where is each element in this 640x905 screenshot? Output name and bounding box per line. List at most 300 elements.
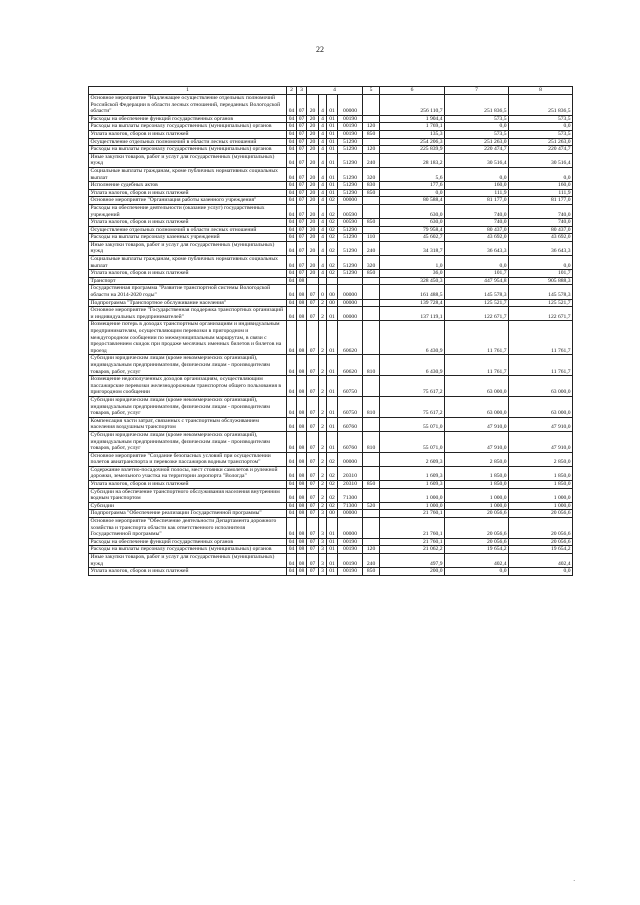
row-amount-3: 19 654,2 bbox=[509, 546, 573, 554]
row-code-subprogram: 2 bbox=[319, 307, 327, 321]
row-code-direction: 00190 bbox=[338, 130, 363, 138]
row-code-section: 04 bbox=[287, 234, 297, 242]
table-row bbox=[89, 138, 573, 146]
row-name: Исполнение судебных актов bbox=[89, 182, 287, 190]
row-name: Иные закупки товаров, работ и услуг для государственных (муниципальных) нужд bbox=[89, 554, 287, 568]
table-row bbox=[89, 452, 573, 466]
table-row bbox=[89, 488, 573, 502]
row-code-subprogram: 4 bbox=[319, 204, 327, 218]
row-code-measure: 02 bbox=[327, 241, 338, 255]
row-amount-1: 6 430,9 bbox=[380, 355, 445, 376]
row-expense-type: 850 bbox=[363, 270, 380, 278]
row-amount-3: 101,7 bbox=[509, 270, 573, 278]
row-expense-type bbox=[363, 299, 380, 307]
row-amount-2: 740,0 bbox=[445, 219, 509, 227]
row-amount-2: 145 578,3 bbox=[445, 285, 509, 299]
row-code-direction: 00590 bbox=[338, 204, 363, 218]
row-code-measure: 02 bbox=[327, 466, 338, 480]
row-amount-2: 220 474,7 bbox=[445, 146, 509, 154]
row-code-subsection: 07 bbox=[297, 226, 307, 234]
row-code-program: 07 bbox=[307, 285, 319, 299]
row-expense-type bbox=[363, 204, 380, 218]
row-name: Расходы на обеспечение функций государственных органов bbox=[89, 538, 287, 546]
row-code-program: 07 bbox=[307, 299, 319, 307]
row-code-measure: 01 bbox=[327, 115, 338, 123]
row-code-subprogram: 2 bbox=[319, 299, 327, 307]
row-code-subprogram: 3 bbox=[319, 538, 327, 546]
row-amount-3: 20 056,6 bbox=[509, 518, 573, 539]
row-name: Подпрограмма "Транспортное обслуживание населения" bbox=[89, 299, 287, 307]
row-code-section: 04 bbox=[287, 554, 297, 568]
row-expense-type: 850 bbox=[363, 481, 380, 489]
row-code-direction: 00000 bbox=[338, 197, 363, 205]
row-code-measure: 01 bbox=[327, 321, 338, 355]
row-amount-3: 47 910,0 bbox=[509, 417, 573, 431]
row-code-program: 20 bbox=[307, 256, 319, 270]
row-code-section: 04 bbox=[287, 518, 297, 539]
row-amount-3: 160,0 bbox=[509, 182, 573, 190]
table-row bbox=[89, 153, 573, 167]
row-code-program: 20 bbox=[307, 234, 319, 242]
row-code-subprogram bbox=[319, 277, 327, 285]
row-code-direction: 00190 bbox=[338, 538, 363, 546]
row-code-subprogram: 4 bbox=[319, 219, 327, 227]
row-amount-2: 740,0 bbox=[445, 204, 509, 218]
row-expense-type: 850 bbox=[363, 189, 380, 197]
row-code-section: 04 bbox=[287, 219, 297, 227]
row-code-section: 04 bbox=[287, 115, 297, 123]
row-code-direction: 00190 bbox=[338, 568, 363, 576]
row-amount-1: 135,3 bbox=[380, 130, 445, 138]
row-amount-1: 55 071,0 bbox=[380, 417, 445, 431]
row-amount-1: 36,0 bbox=[380, 270, 445, 278]
row-code-subsection: 08 bbox=[297, 277, 307, 285]
row-expense-type bbox=[363, 226, 380, 234]
row-code-measure: 00 bbox=[327, 510, 338, 518]
row-code-program: 07 bbox=[307, 554, 319, 568]
row-code-direction: 00590 bbox=[338, 219, 363, 227]
row-code-measure: 00 bbox=[327, 285, 338, 299]
row-amount-1: 630,0 bbox=[380, 204, 445, 218]
row-code-subsection: 08 bbox=[297, 488, 307, 502]
row-code-subprogram: 2 bbox=[319, 452, 327, 466]
row-name: Уплата налогов, сборов и иных платежей bbox=[89, 130, 287, 138]
row-code-section: 04 bbox=[287, 182, 297, 190]
row-amount-1: 1 769,1 bbox=[380, 123, 445, 131]
row-code-subprogram: 4 bbox=[319, 270, 327, 278]
row-code-subsection: 07 bbox=[297, 219, 307, 227]
table-row bbox=[89, 299, 573, 307]
row-amount-2: 0,0 bbox=[445, 256, 509, 270]
row-name: Расходы на выплаты персоналу государственных (муниципальных) органов bbox=[89, 146, 287, 154]
row-amount-3: 111,9 bbox=[509, 189, 573, 197]
row-code-measure: 01 bbox=[327, 554, 338, 568]
row-amount-2: 30 516,4 bbox=[445, 153, 509, 167]
row-code-subsection: 08 bbox=[297, 396, 307, 417]
row-expense-type: 110 bbox=[363, 234, 380, 242]
row-amount-1: 225 839,9 bbox=[380, 146, 445, 154]
row-code-measure: 02 bbox=[327, 219, 338, 227]
row-name: Государственная программа "Развитие транспортной системы Вологодской области на 2014-2020 годы" bbox=[89, 285, 287, 299]
row-code-direction: 60620 bbox=[338, 355, 363, 376]
row-code-program: 07 bbox=[307, 321, 319, 355]
row-code-program: 20 bbox=[307, 95, 319, 116]
row-name: Основное мероприятие "Надлежащее осуществление отдельных полномочий Российской Федерации в области лесных отношений, переданных Вологодской области" bbox=[89, 95, 287, 116]
header-cell-2: 2 bbox=[287, 87, 297, 95]
row-code-measure: 01 bbox=[327, 153, 338, 167]
row-expense-type: 830 bbox=[363, 182, 380, 190]
table-row bbox=[89, 285, 573, 299]
row-code-measure: 01 bbox=[327, 189, 338, 197]
row-code-subsection: 07 bbox=[297, 197, 307, 205]
row-code-measure: 01 bbox=[327, 167, 338, 181]
row-name: Уплата налогов, сборов и иных платежей bbox=[89, 481, 287, 489]
row-amount-3: 251 263,0 bbox=[509, 138, 573, 146]
row-code-measure bbox=[327, 277, 338, 285]
row-code-program: 20 bbox=[307, 153, 319, 167]
row-name: Расходы на обеспечение функций государственных органов bbox=[89, 115, 287, 123]
row-code-subprogram: 4 bbox=[319, 153, 327, 167]
row-amount-3: 905 888,3 bbox=[509, 277, 573, 285]
header-cell-8: 8 bbox=[509, 87, 573, 95]
row-amount-2: 43 692,0 bbox=[445, 234, 509, 242]
row-code-subprogram: 4 bbox=[319, 95, 327, 116]
row-code-subprogram: 4 bbox=[319, 167, 327, 181]
row-amount-2: 1 000,0 bbox=[445, 502, 509, 510]
row-code-subsection: 07 bbox=[297, 115, 307, 123]
row-code-program bbox=[307, 277, 319, 285]
header-row bbox=[89, 87, 573, 95]
row-code-program: 07 bbox=[307, 518, 319, 539]
row-code-direction: 00000 bbox=[338, 285, 363, 299]
row-code-section: 04 bbox=[287, 241, 297, 255]
row-code-program: 20 bbox=[307, 189, 319, 197]
row-expense-type: 120 bbox=[363, 546, 380, 554]
row-code-program: 07 bbox=[307, 417, 319, 431]
row-code-measure: 01 bbox=[327, 538, 338, 546]
row-code-subprogram: 4 bbox=[319, 115, 327, 123]
row-code-subprogram: 4 bbox=[319, 130, 327, 138]
row-amount-3: 1 000,0 bbox=[509, 502, 573, 510]
row-code-direction: 60760 bbox=[338, 417, 363, 431]
row-code-direction: 51290 bbox=[338, 270, 363, 278]
row-amount-3: 20 056,6 bbox=[509, 510, 573, 518]
table-row bbox=[89, 376, 573, 397]
row-code-subprogram: 0 bbox=[319, 285, 327, 299]
row-code-subprogram: 4 bbox=[319, 234, 327, 242]
table-row bbox=[89, 554, 573, 568]
row-amount-3: 0,0 bbox=[509, 167, 573, 181]
row-code-measure: 02 bbox=[327, 488, 338, 502]
table-body bbox=[89, 95, 573, 576]
row-amount-3: 80 437,0 bbox=[509, 226, 573, 234]
row-code-subprogram: 4 bbox=[319, 226, 327, 234]
row-amount-2: 160,0 bbox=[445, 182, 509, 190]
row-name: Субсидии юридическим лицам (кроме некоммерческих организаций), индивидуальным предпринимателям, физическим лицам - производителям товаров, работ, услуг bbox=[89, 355, 287, 376]
row-name: Транспорт bbox=[89, 277, 287, 285]
row-amount-2: 63 000,0 bbox=[445, 376, 509, 397]
row-amount-1: 328 450,3 bbox=[380, 277, 445, 285]
row-code-program: 20 bbox=[307, 204, 319, 218]
row-name: Расходы на выплаты персоналу государственных (муниципальных) органов bbox=[89, 123, 287, 131]
row-amount-1: 6 430,9 bbox=[380, 321, 445, 355]
row-name: Субсидии юридическим лицам (кроме некоммерческих организаций), индивидуальным предпринимателям, физическим лицам - производителям товаров, работ, услуг bbox=[89, 396, 287, 417]
table-row bbox=[89, 189, 573, 197]
row-code-subsection: 07 bbox=[297, 204, 307, 218]
row-code-subsection: 07 bbox=[297, 189, 307, 197]
row-expense-type: 240 bbox=[363, 241, 380, 255]
row-code-direction: 00000 bbox=[338, 518, 363, 539]
row-name: Возмещение недополученных доходов организациям, осуществляющим пассажирские перевозки железнодорожным транспортом общего пользования в пригородном сообщении bbox=[89, 376, 287, 397]
row-amount-3: 0,0 bbox=[509, 256, 573, 270]
row-code-subsection: 07 bbox=[297, 241, 307, 255]
page-number: 22 bbox=[316, 45, 324, 54]
row-amount-2: 1 850,0 bbox=[445, 466, 509, 480]
table-row bbox=[89, 538, 573, 546]
table-row bbox=[89, 130, 573, 138]
row-amount-1: 28 183,2 bbox=[380, 153, 445, 167]
row-code-subprogram: 3 bbox=[319, 554, 327, 568]
row-code-measure: 02 bbox=[327, 256, 338, 270]
row-expense-type bbox=[363, 138, 380, 146]
table-row bbox=[89, 546, 573, 554]
row-code-section: 04 bbox=[287, 510, 297, 518]
row-amount-1: 75 617,2 bbox=[380, 396, 445, 417]
row-code-subsection: 08 bbox=[297, 299, 307, 307]
row-code-section: 04 bbox=[287, 546, 297, 554]
row-amount-1: 21 062,2 bbox=[380, 546, 445, 554]
row-code-section: 04 bbox=[287, 396, 297, 417]
row-code-direction: 00190 bbox=[338, 554, 363, 568]
table-row bbox=[89, 115, 573, 123]
row-name: Осуществление отдельных полномочий в области лесных отношений bbox=[89, 226, 287, 234]
row-amount-1: 200,0 bbox=[380, 568, 445, 576]
row-code-subsection: 07 bbox=[297, 182, 307, 190]
row-amount-1: 1 000,0 bbox=[380, 488, 445, 502]
row-name: Содержание взлетно-посадочной полосы, мест стоянки самолетов и рулежной дорожки, земельного участка на территории аэропорта "Вологда" bbox=[89, 466, 287, 480]
row-code-subprogram: 2 bbox=[319, 502, 327, 510]
row-code-program: 20 bbox=[307, 138, 319, 146]
row-code-direction: 60750 bbox=[338, 396, 363, 417]
row-amount-1: 256 110,7 bbox=[380, 95, 445, 116]
row-code-subsection: 08 bbox=[297, 376, 307, 397]
row-code-subsection: 07 bbox=[297, 138, 307, 146]
row-expense-type bbox=[363, 518, 380, 539]
row-code-measure: 02 bbox=[327, 452, 338, 466]
row-code-section: 04 bbox=[287, 138, 297, 146]
row-amount-2: 1 000,0 bbox=[445, 488, 509, 502]
row-code-measure: 01 bbox=[327, 568, 338, 576]
row-code-section: 04 bbox=[287, 307, 297, 321]
row-amount-2: 111,9 bbox=[445, 189, 509, 197]
row-code-program: 07 bbox=[307, 546, 319, 554]
row-amount-3: 63 000,0 bbox=[509, 396, 573, 417]
row-expense-type: 810 bbox=[363, 431, 380, 452]
row-amount-3: 1 850,0 bbox=[509, 481, 573, 489]
row-code-subprogram: 2 bbox=[319, 355, 327, 376]
row-code-section: 04 bbox=[287, 146, 297, 154]
row-code-measure: 02 bbox=[327, 481, 338, 489]
row-code-program: 20 bbox=[307, 115, 319, 123]
row-name: Иные закупки товаров, работ и услуг для государственных (муниципальных) нужд bbox=[89, 153, 287, 167]
row-code-subprogram: 3 bbox=[319, 546, 327, 554]
row-name: Социальные выплаты гражданам, кроме публичных нормативных социальных выплат bbox=[89, 167, 287, 181]
row-code-direction: 51290 bbox=[338, 167, 363, 181]
table-row bbox=[89, 123, 573, 131]
row-amount-3: 2 850,0 bbox=[509, 452, 573, 466]
row-amount-1: 55 071,0 bbox=[380, 431, 445, 452]
table-row bbox=[89, 568, 573, 576]
row-code-section: 04 bbox=[287, 452, 297, 466]
row-code-subsection: 08 bbox=[297, 285, 307, 299]
row-code-subsection: 08 bbox=[297, 431, 307, 452]
row-expense-type: 520 bbox=[363, 502, 380, 510]
row-code-direction: 51290 bbox=[338, 146, 363, 154]
row-code-measure: 01 bbox=[327, 307, 338, 321]
table-row bbox=[89, 226, 573, 234]
row-code-measure: 01 bbox=[327, 182, 338, 190]
row-code-measure: 02 bbox=[327, 204, 338, 218]
row-code-program: 20 bbox=[307, 226, 319, 234]
row-code-subprogram: 4 bbox=[319, 189, 327, 197]
row-expense-type bbox=[363, 307, 380, 321]
row-code-subprogram: 4 bbox=[319, 241, 327, 255]
row-expense-type bbox=[363, 321, 380, 355]
row-name: Иные закупки товаров, работ и услуг для государственных (муниципальных) нужд bbox=[89, 241, 287, 255]
row-amount-2: 251 836,5 bbox=[445, 95, 509, 116]
row-expense-type bbox=[363, 376, 380, 397]
row-name: Расходы на выплаты персоналу казенных учреждений bbox=[89, 234, 287, 242]
row-code-program: 20 bbox=[307, 197, 319, 205]
row-amount-3: 402,4 bbox=[509, 554, 573, 568]
row-amount-3: 1 000,0 bbox=[509, 488, 573, 502]
row-code-section: 04 bbox=[287, 481, 297, 489]
row-amount-1: 1,0 bbox=[380, 256, 445, 270]
row-code-measure: 01 bbox=[327, 417, 338, 431]
row-amount-3: 0,0 bbox=[509, 123, 573, 131]
row-code-subsection: 08 bbox=[297, 538, 307, 546]
row-amount-1: 34 318,7 bbox=[380, 241, 445, 255]
row-expense-type: 850 bbox=[363, 219, 380, 227]
row-code-program: 07 bbox=[307, 452, 319, 466]
table-row bbox=[89, 234, 573, 242]
header-cell-6: 6 bbox=[380, 87, 445, 95]
row-code-measure: 01 bbox=[327, 518, 338, 539]
row-expense-type: 240 bbox=[363, 153, 380, 167]
row-code-program: 07 bbox=[307, 355, 319, 376]
table-row bbox=[89, 182, 573, 190]
table-row bbox=[89, 219, 573, 227]
row-expense-type: 320 bbox=[363, 256, 380, 270]
row-code-subsection: 08 bbox=[297, 321, 307, 355]
row-amount-2: 0,0 bbox=[445, 123, 509, 131]
table-row bbox=[89, 481, 573, 489]
row-code-measure: 01 bbox=[327, 95, 338, 116]
row-code-direction: 00190 bbox=[338, 546, 363, 554]
row-code-subprogram: 2 bbox=[319, 481, 327, 489]
row-code-measure: 01 bbox=[327, 130, 338, 138]
row-code-subsection: 08 bbox=[297, 452, 307, 466]
row-amount-1: 137 119,1 bbox=[380, 307, 445, 321]
row-code-section: 04 bbox=[287, 417, 297, 431]
row-code-subprogram: 2 bbox=[319, 417, 327, 431]
row-amount-3: 740,0 bbox=[509, 204, 573, 218]
table-row bbox=[89, 431, 573, 452]
row-name: Основное мероприятие "Организация работы казенного учреждения" bbox=[89, 197, 287, 205]
row-code-direction: 60750 bbox=[338, 376, 363, 397]
row-expense-type bbox=[363, 115, 380, 123]
row-code-direction: 51290 bbox=[338, 182, 363, 190]
row-expense-type bbox=[363, 538, 380, 546]
row-expense-type: 810 bbox=[363, 396, 380, 417]
row-code-direction: 60620 bbox=[338, 321, 363, 355]
row-amount-2: 573,5 bbox=[445, 130, 509, 138]
row-code-measure: 01 bbox=[327, 546, 338, 554]
header-cell-4: 4 bbox=[307, 87, 363, 95]
row-code-section: 04 bbox=[287, 204, 297, 218]
row-amount-2: 20 056,6 bbox=[445, 538, 509, 546]
row-amount-2: 47 910,0 bbox=[445, 417, 509, 431]
row-amount-2: 81 177,0 bbox=[445, 197, 509, 205]
row-amount-1: 630,0 bbox=[380, 219, 445, 227]
table-row bbox=[89, 417, 573, 431]
row-amount-3: 573,5 bbox=[509, 115, 573, 123]
row-code-measure: 01 bbox=[327, 396, 338, 417]
row-name: Расходы на обеспечение деятельности (оказание услуг) государственных учреждений bbox=[89, 204, 287, 218]
row-amount-3: 0,0 bbox=[509, 568, 573, 576]
row-code-subprogram: 2 bbox=[319, 431, 327, 452]
row-code-program: 07 bbox=[307, 431, 319, 452]
row-code-section: 04 bbox=[287, 167, 297, 181]
row-amount-2: 80 437,0 bbox=[445, 226, 509, 234]
row-expense-type: 120 bbox=[363, 123, 380, 131]
row-amount-2: 20 056,6 bbox=[445, 510, 509, 518]
row-code-subsection: 07 bbox=[297, 130, 307, 138]
row-code-subprogram: 4 bbox=[319, 123, 327, 131]
row-amount-1: 21 760,1 bbox=[380, 538, 445, 546]
row-code-direction: 20310 bbox=[338, 481, 363, 489]
row-name: Уплата налогов, сборов и иных платежей bbox=[89, 219, 287, 227]
row-name: Уплата налогов, сборов и иных платежей bbox=[89, 189, 287, 197]
row-code-subsection: 08 bbox=[297, 510, 307, 518]
row-code-subsection: 08 bbox=[297, 355, 307, 376]
table-row bbox=[89, 197, 573, 205]
table-row bbox=[89, 502, 573, 510]
row-code-direction: 51290 bbox=[338, 234, 363, 242]
row-amount-2: 63 000,0 bbox=[445, 396, 509, 417]
row-amount-1: 1 000,0 bbox=[380, 502, 445, 510]
row-code-section: 04 bbox=[287, 130, 297, 138]
row-amount-3: 30 516,4 bbox=[509, 153, 573, 167]
row-code-measure: 01 bbox=[327, 146, 338, 154]
row-code-direction: 51290 bbox=[338, 153, 363, 167]
table-row bbox=[89, 510, 573, 518]
row-expense-type bbox=[363, 285, 380, 299]
row-amount-2: 47 910,0 bbox=[445, 431, 509, 452]
row-code-subsection: 07 bbox=[297, 234, 307, 242]
row-code-direction: 00000 bbox=[338, 299, 363, 307]
row-amount-1: 497,9 bbox=[380, 554, 445, 568]
row-code-subprogram: 2 bbox=[319, 376, 327, 397]
row-amount-1: 0,0 bbox=[380, 189, 445, 197]
row-amount-1: 254 206,3 bbox=[380, 138, 445, 146]
row-expense-type: 120 bbox=[363, 146, 380, 154]
row-code-measure: 01 bbox=[327, 355, 338, 376]
row-amount-3: 220 474,7 bbox=[509, 146, 573, 154]
row-amount-2: 11 761,7 bbox=[445, 321, 509, 355]
row-name: Подпрограмма "Обеспечение реализации Государственной программы" bbox=[89, 510, 287, 518]
row-code-direction: 00190 bbox=[338, 115, 363, 123]
